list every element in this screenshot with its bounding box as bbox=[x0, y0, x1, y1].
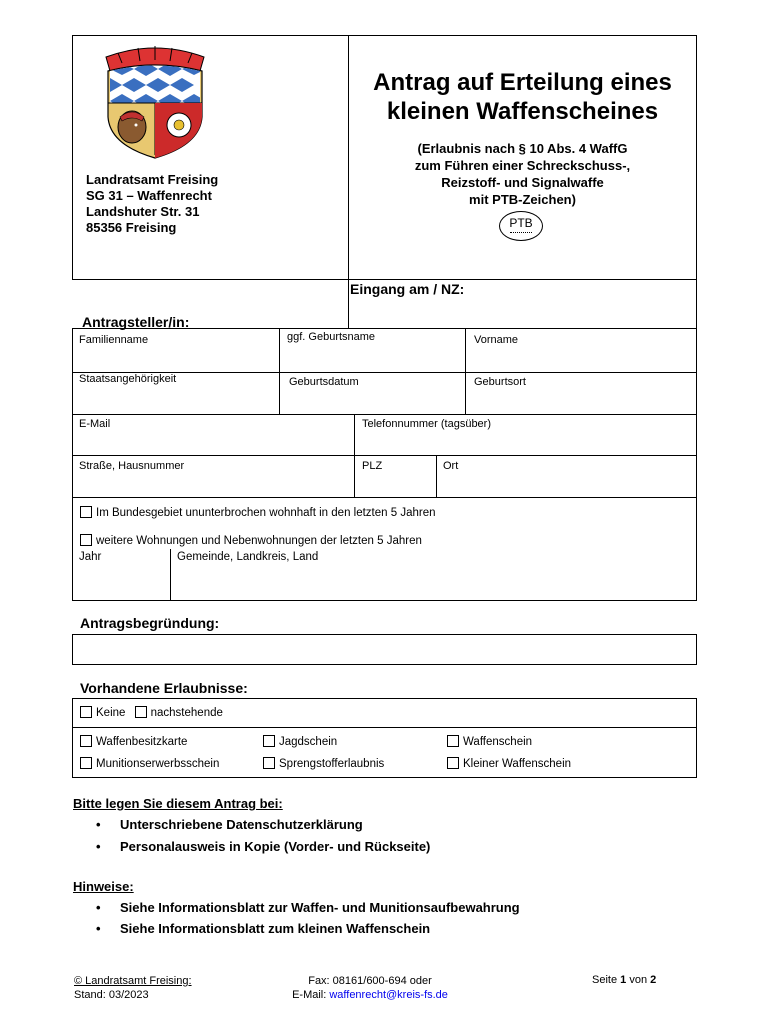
permit-none-row[interactable] bbox=[80, 706, 223, 719]
col-line-r3 bbox=[354, 414, 355, 497]
field-email[interactable]: E-Mail bbox=[79, 418, 111, 430]
field-staatsangehoerigkeit[interactable]: Staatsangehörigkeit bbox=[79, 373, 177, 385]
residence-checkbox-row[interactable] bbox=[80, 506, 436, 519]
col-place-label: Gemeinde, Landkreis, Land bbox=[177, 551, 319, 563]
further-checkbox-row[interactable] bbox=[80, 534, 422, 547]
subtitle-line-4: mit PTB-Zeichen) bbox=[469, 192, 576, 207]
permit-item-1[interactable] bbox=[80, 735, 187, 748]
office-line-1: Landratsamt Freising bbox=[86, 172, 219, 187]
receipt-label: Eingang am / NZ: bbox=[350, 281, 465, 297]
permit-item-4[interactable] bbox=[80, 757, 219, 770]
notes-heading: Hinweise: bbox=[73, 879, 134, 894]
field-geburtsname[interactable]: ggf. Geburtsname bbox=[287, 331, 376, 343]
permit-checkbox-6[interactable] bbox=[447, 757, 459, 769]
ptb-mark-text: PTB bbox=[509, 216, 533, 230]
row-line-3 bbox=[72, 455, 697, 456]
field-ort[interactable]: Ort bbox=[443, 460, 459, 472]
title-line-1: Antrag auf Erteilung eines bbox=[373, 69, 672, 96]
page-prefix: Seite bbox=[592, 974, 621, 986]
field-telefon[interactable]: Telefonnummer (tagsüber) bbox=[362, 418, 492, 430]
page-mid: von bbox=[626, 974, 651, 986]
title-line-2: kleinen Waffenscheines bbox=[386, 98, 659, 125]
subtitle-line-2: zum Führen einer Schreckschuss-, bbox=[414, 158, 631, 173]
justification-heading: Antragsbegründung: bbox=[80, 615, 220, 631]
receipt-top-line bbox=[348, 279, 697, 280]
further-residence-checkbox[interactable] bbox=[80, 534, 92, 546]
permit-label-6: Kleiner Waffenschein bbox=[463, 758, 572, 770]
permit-item-2[interactable] bbox=[263, 735, 337, 748]
permit-label-1: Waffenbesitzkarte bbox=[96, 736, 188, 748]
permits-heading: Vorhandene Erlaubnisse: bbox=[80, 680, 248, 696]
col-line-r2b bbox=[465, 372, 466, 414]
footer-left bbox=[74, 974, 192, 1002]
footer-fax: Fax: 08161/600-694 oder bbox=[308, 975, 432, 987]
field-vorname[interactable]: Vorname bbox=[474, 334, 519, 346]
note-item-1: • Siehe Informationsblatt zur Waffen- und Munitionsaufbewahrung bbox=[120, 900, 520, 915]
col-line-r2a bbox=[279, 372, 280, 414]
residence-label: Im Bundesgebiet ununterbrochen wohnhaft in den letzten 5 Jahren bbox=[96, 507, 436, 519]
permit-item-5[interactable] bbox=[263, 757, 384, 770]
subtitle-line-3: Reizstoff- und Signalwaffe bbox=[441, 175, 604, 190]
row-line-2 bbox=[72, 414, 697, 415]
footer-email-link[interactable]: waffenrecht@kreis-fs.de bbox=[329, 989, 448, 1001]
ptb-dots bbox=[510, 232, 532, 233]
row-line-4 bbox=[72, 497, 697, 498]
page-current: 1 bbox=[620, 974, 627, 986]
permits-divider bbox=[72, 727, 697, 728]
note-item-2: • Siehe Informationsblatt zum kleinen Waffenschein bbox=[120, 921, 430, 936]
col-line-r1b bbox=[465, 328, 466, 372]
field-familienname[interactable]: Familienname bbox=[79, 334, 149, 346]
attachment-item-1: • Unterschriebene Datenschutzerklärung bbox=[120, 817, 363, 832]
residence-checkbox[interactable] bbox=[80, 506, 92, 518]
subtitle-line-1: (Erlaubnis nach § 10 Abs. 4 WaffG bbox=[417, 141, 628, 156]
permit-checkbox-2[interactable] bbox=[263, 735, 275, 747]
permit-following-label: nachstehende bbox=[150, 707, 223, 719]
permit-none-label: Keine bbox=[96, 707, 126, 719]
office-line-2: SG 31 – Waffenrecht bbox=[86, 188, 212, 203]
field-strasse[interactable]: Straße, Hausnummer bbox=[79, 460, 185, 472]
permit-checkbox-4[interactable] bbox=[80, 757, 92, 769]
footer-stand: Stand: 03/2023 bbox=[74, 989, 149, 1001]
office-line-4: 85356 Freising bbox=[86, 220, 177, 235]
office-line-3: Landshuter Str. 31 bbox=[86, 204, 200, 219]
footer-email-prefix: E-Mail: bbox=[292, 989, 330, 1001]
permit-label-2: Jagdschein bbox=[279, 736, 338, 748]
permit-checkbox-5[interactable] bbox=[263, 757, 275, 769]
coat-of-arms bbox=[100, 45, 210, 160]
permit-label-5: Sprengstofferlaubnis bbox=[279, 758, 385, 770]
field-geburtsort[interactable]: Geburtsort bbox=[474, 376, 526, 388]
permit-item-3[interactable] bbox=[447, 735, 532, 748]
year-place-divider bbox=[170, 549, 171, 601]
form-title bbox=[348, 68, 697, 126]
field-plz[interactable]: PLZ bbox=[362, 460, 383, 472]
applicant-heading: Antragsteller/in: bbox=[82, 314, 190, 330]
footer-copyright: © Landratsamt Freising: bbox=[74, 975, 192, 987]
permit-none-checkbox[interactable] bbox=[80, 706, 92, 718]
field-geburtsdatum[interactable]: Geburtsdatum bbox=[289, 376, 359, 388]
permit-item-6[interactable] bbox=[447, 757, 571, 770]
footer-center bbox=[285, 974, 455, 1002]
attachments-heading: Bitte legen Sie diesem Antrag bei: bbox=[73, 796, 283, 811]
page-total: 2 bbox=[650, 974, 657, 986]
permit-checkbox-3[interactable] bbox=[447, 735, 459, 747]
permit-label-4: Munitionserwerbsschein bbox=[96, 758, 220, 770]
permit-checkbox-1[interactable] bbox=[80, 735, 92, 747]
receipt-right-line bbox=[696, 279, 697, 328]
permit-following-checkbox[interactable] bbox=[135, 706, 147, 718]
footer-page bbox=[592, 974, 656, 986]
col-year-label: Jahr bbox=[79, 551, 102, 563]
office-address bbox=[86, 172, 218, 236]
col-line-r4 bbox=[436, 455, 437, 497]
footer-email-line bbox=[285, 988, 455, 1002]
ptb-mark bbox=[499, 211, 543, 241]
further-residence-label: weitere Wohnungen und Nebenwohnungen der letzten 5 Jahren bbox=[96, 535, 422, 547]
permit-label-3: Waffenschein bbox=[463, 736, 533, 748]
form-subtitle bbox=[348, 140, 697, 208]
attachment-item-2: • Personalausweis in Kopie (Vorder- und Rückseite) bbox=[120, 839, 430, 854]
justification-field[interactable] bbox=[72, 634, 697, 665]
col-line-r1a bbox=[279, 328, 280, 372]
